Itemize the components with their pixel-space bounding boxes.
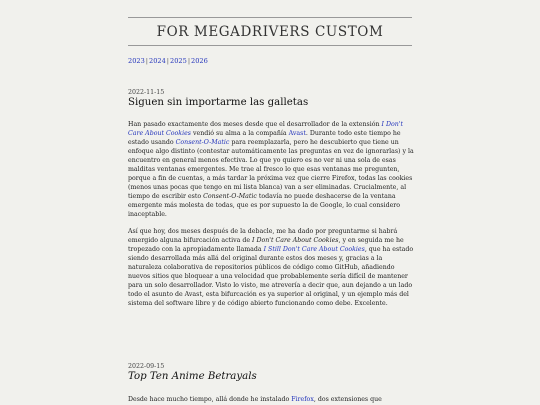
- text-span: para reemplazarla, pero he descubierto que tiene un enfoque algo distinto (contestar automáticamente las preguntas en vez de ignorarlas) y la encuentro en general menos efectiva. Lo que yo quiero es no ver ni una sola de esas malditas ventanas emergentes. Me trae al fresco lo que esas ventanas me pregunten, porque a fin de cuentas, a más tardar la próxima vez que cierre Firefox, todas las cookies (menos unas pocas que tengo en mi lista blanca) van a ser eliminadas. Crucialmente, al tiempo de escribir esto: [128, 139, 414, 200]
- post-anime-betrayals: [128, 363, 414, 404]
- link-isdcac[interactable]: [264, 246, 365, 253]
- post-cookies: [128, 89, 414, 308]
- post-paragraph: [128, 120, 414, 219]
- text-span: , que ha estado siendo desarrollada más allá del original durante estos dos meses y, gracias a la naturaleza colaborativa de repositorios públicos de código como GitHub, añadiendo nuevos sitios que bloquear a una velocidad que probablemente sería difícil de mantener para un solo desarrollador. Visto lo visto, me atrevería a decir que, aun dejando a un lado todo el asunto de Avast, esta bifurcación es ya superior al original, y un ejemplo más del sistema del software libre y de código abierto funcionando como debe. Excelente.: [128, 246, 414, 307]
- link-avast[interactable]: Avast: [288, 130, 306, 137]
- site-header: [128, 17, 412, 46]
- post-paragraph: [128, 395, 414, 404]
- link-text: I Don't Care About Cookies: [128, 121, 403, 137]
- post-date: 2022-11-15: [128, 89, 165, 96]
- post-paragraph: [128, 227, 414, 308]
- text-span: vendió su alma a la compañía: [190, 130, 289, 137]
- text-span: . Durante todo este tiempo he estado usando: [128, 130, 401, 146]
- year-nav: [128, 57, 208, 65]
- year-separator: |: [187, 57, 191, 65]
- link-text: I Still Don't Care About Cookies: [263, 246, 365, 253]
- year-link-2026[interactable]: 2026: [191, 57, 208, 65]
- site-title[interactable]: FOR MEGADRIVERS CUSTOM: [156, 23, 384, 40]
- post-title[interactable]: Top Ten Anime Betrayals: [128, 371, 257, 382]
- year-separator: |: [145, 57, 149, 65]
- year-link-2024[interactable]: 2024: [149, 57, 166, 65]
- year-separator: |: [166, 57, 170, 65]
- link-text: Consent-O-Matic: [175, 139, 230, 146]
- text-span: Han pasado exactamente dos meses desde que el desarrollador de la extensión: [128, 121, 382, 128]
- text-span: , y en seguida me he tropezado con la apropiadamente llamada: [128, 237, 404, 253]
- emphasis: I Don't Care About Cookies: [252, 237, 339, 244]
- year-link-2025[interactable]: 2025: [170, 57, 187, 65]
- emphasis: Consent-O-Matic: [203, 193, 257, 200]
- text-span: Así que hoy, dos meses después de la debacle, me ha dado por preguntarme si habrá emergido alguna bifurcación activa de: [128, 228, 398, 244]
- link-firefox[interactable]: Firefox: [291, 396, 314, 403]
- text-span: todavía no puede deshacerse de la ventana emergente más molesta de todas, que es por supuesto la de Google, lo cual considero inaceptable.: [128, 193, 401, 218]
- year-link-2023[interactable]: 2023: [128, 57, 145, 65]
- text-span: Desde hace mucho tiempo, allá donde he instalado: [128, 396, 292, 403]
- text-span: , dos extensiones que: [313, 396, 382, 403]
- post-date: 2022-09-15: [128, 363, 165, 370]
- link-consent-o-matic[interactable]: [176, 139, 230, 146]
- post-title[interactable]: Siguen sin importarme las galletas: [128, 97, 309, 108]
